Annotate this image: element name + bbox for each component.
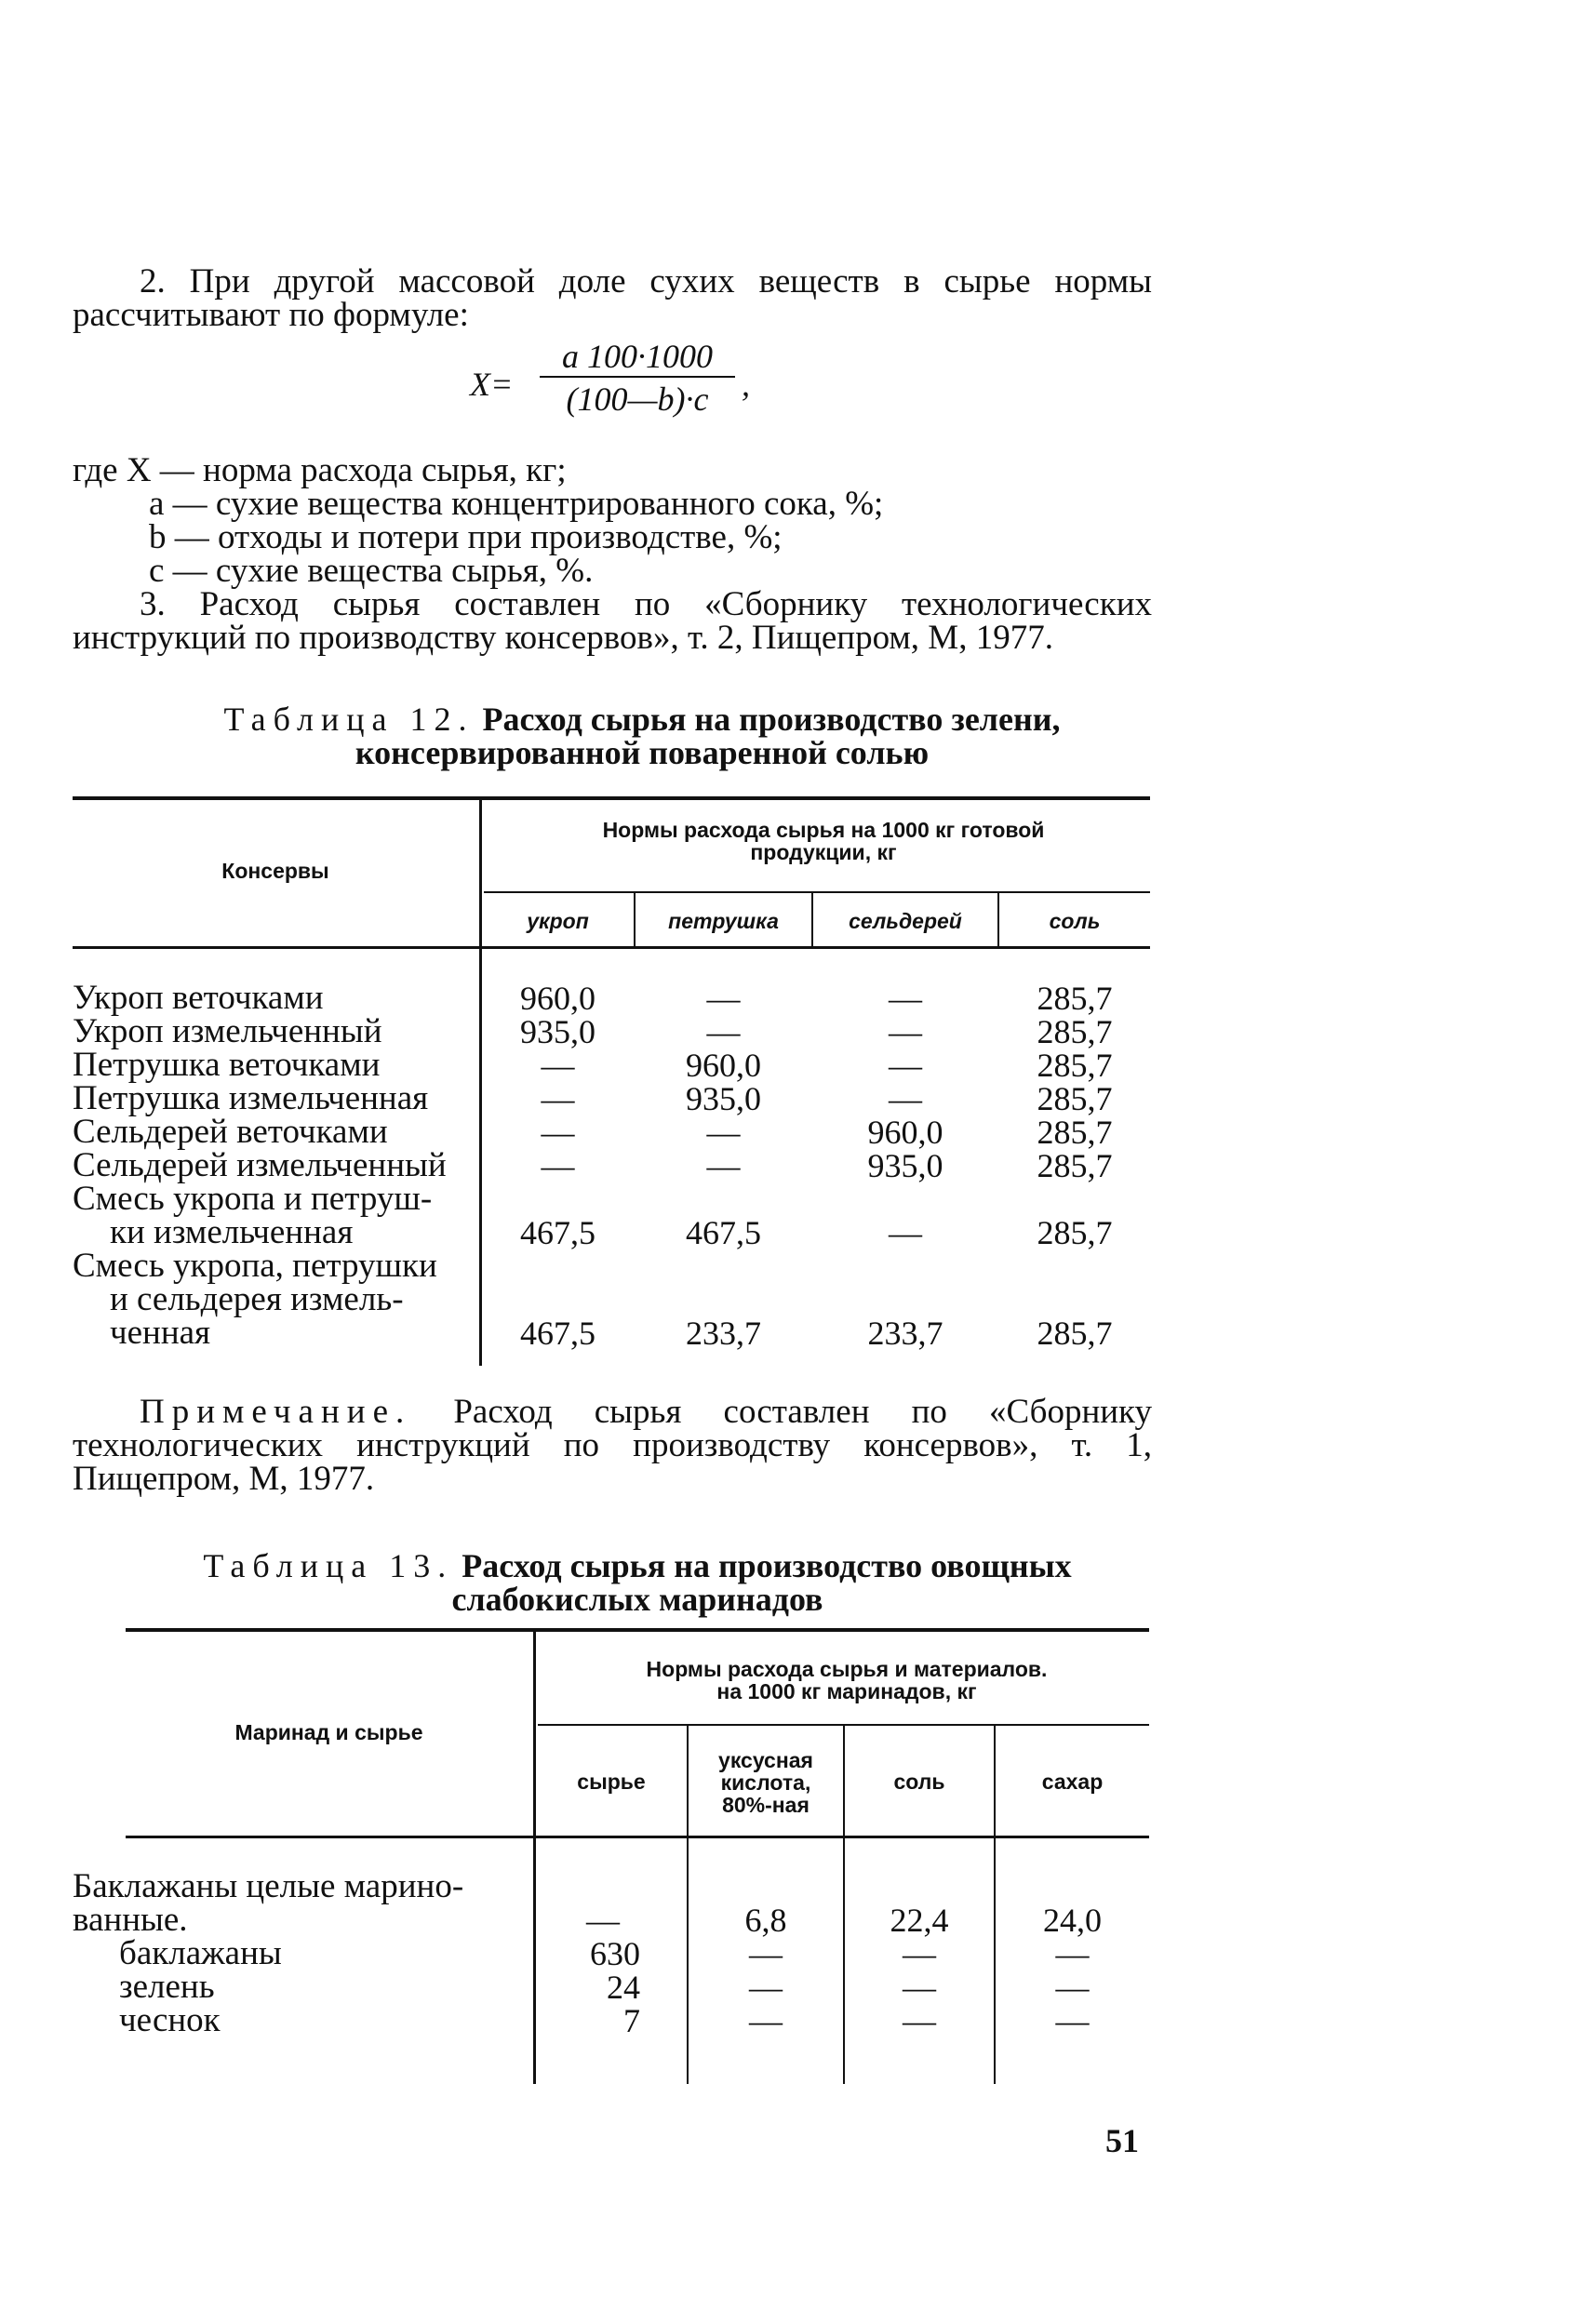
row-label-line: ки измельченная [110,1213,354,1251]
table-12-group-rule [484,891,1150,893]
table-12-cell: — [706,980,741,1017]
table-12-cell: 935,0 [686,1080,761,1117]
paragraph-3 [73,585,1152,657]
col-header-line: уксусная [718,1748,813,1772]
table-12-cell: — [541,1047,575,1084]
table-12-cell: 233,7 [867,1315,943,1352]
table-12-cell: 285,7 [1037,1315,1113,1352]
table-12-cell: — [706,1013,741,1050]
table-12-row-label: Петрушка веточками [73,1046,381,1084]
table-12-note [73,1393,1153,1498]
group-header-line: на 1000 кг маринадов, кг [716,1679,977,1703]
table-12-title-line1: Расход сырья на производство зелени, [482,701,1061,738]
table-12-cell: 285,7 [1037,980,1113,1017]
table-13-title-line1: Расход сырья на производство овощных [462,1547,1072,1584]
table-12-cell: — [889,1080,922,1117]
row-label-line: ванные. [73,1901,188,1939]
table-13-label: Таблица 13. [203,1547,454,1584]
table-13-cell: 22,4 [890,1902,949,1939]
legend-line: b — отходы и потери при производстве, %; [149,518,783,556]
table-13-cell: — [1055,1969,1090,2006]
table-13-cell: — [1055,1935,1090,1972]
table-12-cell: 285,7 [1037,1047,1113,1084]
table-13-cell: 6,8 [744,1902,787,1939]
table-13-cell: 24,0 [1043,1902,1102,1939]
table-13-cell: 24 [607,1969,640,2006]
table-12-cell: 285,7 [1037,1214,1113,1251]
table-13-cell: — [1055,2002,1090,2039]
table-12-cell: 233,7 [686,1315,761,1352]
table-13-title-line2: слабокислых маринадов [451,1581,823,1618]
table-12-col-header: петрушка [668,909,779,933]
table-13-row-label: чеснок [119,2001,221,2039]
note-text: Расход сырья составлен по «Сборнику технологических инструкций по производству консервов», т. 1, Пищепром, М, 1977. [73,1393,1153,1498]
table-12-top-rule [73,796,1150,800]
table-12-group-header: Нормы расхода сырья на 1000 кг готовой продукции, кг [602,818,1045,864]
table-13-top-rule [126,1628,1149,1632]
table-12-caption [140,702,1144,769]
table-12-row-label: Петрушка измельченная [73,1079,429,1117]
table-12-cell: 285,7 [1037,1147,1113,1184]
table-13-cell: — [749,1935,783,1972]
table-12-cell: 285,7 [1037,1114,1113,1151]
table-13-caption [121,1549,1154,1616]
table-13-col-header: соль [893,1770,945,1794]
table-12-cell: 467,5 [520,1315,595,1352]
col-header-line: кислота, [720,1770,811,1795]
table-12-cell: 467,5 [520,1214,595,1251]
table-13-col-header: сырье [577,1770,646,1794]
table-12-cell: — [706,1147,741,1184]
table-13-col-divider [533,1628,536,2084]
formula-lhs: X= [470,366,514,403]
paragraph-2 [73,262,1152,334]
table-12-col-header: сельдерей [849,909,962,933]
table-12-cell: — [541,1114,575,1151]
table-12-cell: — [889,1047,922,1084]
table-13-cell: — [903,1969,936,2006]
table-12-row-label: Укроп измельченный [73,1012,382,1050]
table-12-cell: — [541,1080,575,1117]
group-header-line: Нормы расхода сырья и материалов. [646,1657,1048,1681]
table-12-row-label: Укроп веточками [73,979,324,1017]
row-label-line: ченная [110,1314,211,1352]
formula-denominator: (100—b)·c [566,381,709,418]
page-number: 51 [1105,2122,1139,2159]
formula-numerator: a 100·1000 [562,338,713,375]
table-13-col0-header: Маринад и сырье [234,1720,423,1744]
table-13-row-label: зелень [119,1968,215,2006]
table-12-label: Таблица 12. [223,701,475,738]
row-label-line: Смесь укропа и петруш- [73,1180,433,1218]
table-12-cell: 960,0 [686,1047,761,1084]
table-12-row-label [73,1182,463,1249]
paragraph-3-text: 3. Расход сырья составлен по «Сборнику технологических инструкций по производству консервов», т. 2, Пищепром, М, 1977. [73,585,1152,657]
formula-legend [73,451,884,590]
table-12-cell: — [889,980,922,1017]
table-13-cell: — [586,1902,620,1939]
table-13-row-label [73,1867,510,1939]
table-13-col-header [689,1749,843,1816]
table-13-cell: — [749,2002,783,2039]
table-12-col0-header: Консервы [221,859,329,883]
legend-line: где X — норма расхода сырья, кг; [73,451,567,489]
col-header-line: 80%-ная [722,1793,810,1817]
table-12-col-header: укроп [527,909,589,933]
table-13-cell: — [749,1969,783,2006]
table-13-cell: 7 [623,2002,640,2039]
table-12-cell: 285,7 [1037,1080,1113,1117]
table-12-row-label [73,1249,463,1350]
table-13-col-header: сахар [1041,1770,1104,1794]
table-12-row-label: Сельдерей веточками [73,1113,388,1151]
table-13-cell: — [903,1935,936,1972]
table-12-cell: 935,0 [520,1013,595,1050]
table-12-title-line2: консервированной поваренной солью [355,734,930,771]
row-label-line: Баклажаны целые марино- [73,1867,464,1905]
table-12-cell: 285,7 [1037,1013,1113,1050]
row-label-line: Смесь укропа, петрушки [73,1247,437,1285]
table-12-cell: 960,0 [520,980,595,1017]
formula-comma: , [742,366,750,403]
row-label-line: и сельдерея измель- [110,1280,404,1318]
note-label: Примечание. [140,1393,412,1431]
table-13-cell: 630 [590,1935,640,1972]
legend-line: a — сухие вещества концентрированного сока, %; [149,485,884,523]
table-12-cell: — [541,1147,575,1184]
formula-fraction [540,337,735,421]
paragraph-2-text: 2. При другой массовой доле сухих веществ в сырье нормы рассчитывают по формуле: [73,262,1152,334]
table-12-cell: — [889,1013,922,1050]
table-12-row-label: Сельдерей измельченный [73,1146,447,1184]
table-12-cell: 960,0 [867,1114,943,1151]
table-12-cell: 935,0 [867,1147,943,1184]
table-13-row-label: баклажаны [119,1934,282,1972]
table-12-col-header: соль [1049,909,1101,933]
table-12-cell: — [706,1114,741,1151]
table-12-cell: — [889,1214,922,1251]
legend-line: c — сухие вещества сырья, %. [149,552,594,590]
table-13-cell: — [903,2002,936,2039]
table-13-group-header [549,1658,1144,1703]
table-13-header-rule [126,1836,1149,1838]
table-12-cell: 467,5 [686,1214,761,1251]
table-12-header-rule [73,946,1150,949]
